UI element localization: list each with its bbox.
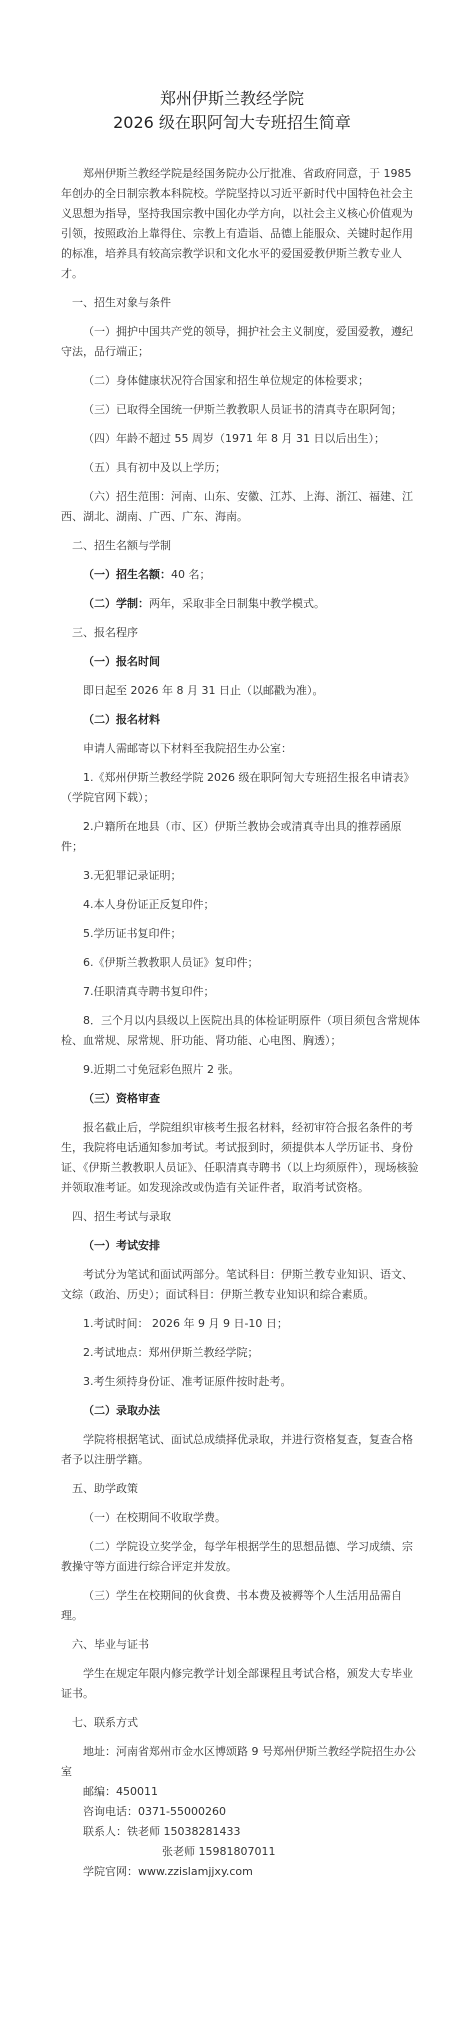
material-item: 4.本人身份证正反复印件； (83, 898, 215, 911)
graduation-text: 学生在规定年限内修完教学计划全部课程且考试合格，颁发大专毕业证书。 (61, 1667, 413, 1700)
contact-phone: 咨询电话：0371-55000260 (83, 1805, 226, 1818)
aid-item: （三）学生在校期间的伙食费、书本费及被褥等个人生活用品需自理。 (61, 1589, 402, 1622)
condition-item: （三）已取得全国统一伊斯兰教教职人员证书的清真寺在职阿訇； (83, 403, 402, 416)
contact-postcode: 邮编：450011 (83, 1785, 158, 1798)
quota-line (61, 565, 421, 585)
subheading-materials (61, 710, 421, 730)
system-label: （二）学制： (83, 597, 149, 610)
condition-item: （六）招生范围：河南、山东、安徽、江苏、上海、浙江、福建、江西、湖北、湖南、广西、广东、海南。 (61, 490, 413, 523)
condition-item: （四）年龄不超过 55 周岁（1971 年 8 月 31 日以后出生）； (83, 432, 385, 445)
document-title-line1: 郑州伊斯兰教经学院 (159, 89, 304, 108)
material-item: 3.无犯罪记录证明； (83, 869, 182, 882)
condition-item: （二）身体健康状况符合国家和招生单位规定的体检要求； (83, 374, 369, 387)
section-heading-5: 五、助学政策 (72, 1482, 138, 1495)
section-heading-4: 四、招生考试与录取 (72, 1210, 171, 1223)
material-item: 7.任职清真寺聘书复印件； (83, 985, 215, 998)
registration-time-text: 即日起至 2026 年 8 月 31 日止（以邮戳为准）。 (83, 684, 324, 697)
admission-text: 学院将根据笔试、面试总成绩择优录取，并进行资格复查，复查合格者予以注册学籍。 (61, 1433, 413, 1466)
subheading-admission (61, 1401, 421, 1421)
exam-item: 3.考生须持身份证、准考证原件按时赴考。 (83, 1375, 292, 1388)
condition-item: （五）具有初中及以上学历； (83, 461, 226, 474)
exam-item: 1.考试时间： 2026 年 9 月 9 日-10 日； (83, 1317, 288, 1330)
material-item: 1.《郑州伊斯兰教经学院 2026 级在职阿訇大专班招生报名申请表》（学院官网下载）； (61, 771, 415, 804)
quota-label: （一）招生名额： (83, 568, 171, 581)
contact-person-2: 张老师 15981807011 (162, 1845, 276, 1858)
material-item: 8．三个月以内县级以上医院出具的体检证明原件（项目须包含常规体检、血常规、尿常规、肝功能、肾功能、心电图、胸透）； (61, 1014, 420, 1047)
section-heading-7: 七、联系方式 (72, 1716, 138, 1729)
section-heading-3: 三、报名程序 (72, 626, 138, 639)
exam-text: 考试分为笔试和面试两部分。笔试科目：伊斯兰教专业知识、语文、文综（政治、历史）；面试科目：伊斯兰教专业知识和综合素质。 (61, 1268, 413, 1301)
exam-label: （一）考试安排 (83, 1239, 160, 1252)
registration-time-label: （一）报名时间 (83, 655, 160, 668)
material-item: 9.近期二寸免冠彩色照片 2 张。 (83, 1063, 240, 1076)
section-heading-2: 二、招生名额与学制 (72, 539, 171, 552)
material-item: 2.户籍所在地县（市、区）伊斯兰教协会或清真寺出具的推荐函原件； (61, 820, 402, 853)
materials-intro: 申请人需邮寄以下材料至我院招生办公室： (83, 742, 292, 755)
subheading-registration-time (61, 652, 421, 672)
admission-label: （二）录取办法 (83, 1404, 160, 1417)
exam-item: 2.考试地点：郑州伊斯兰教经学院； (83, 1346, 259, 1359)
review-text: 报名截止后，学院组织审核考生报名材料，经初审符合报名条件的考生，我院将电话通知参加考试。考试报到时，须提供本人学历证书、身份证、《伊斯兰教教职人员证》、任职清真寺聘书（以上均须原件），现场核验并领取准考证。如发现涂改或伪造有关证件者，取消考试资格。 (61, 1121, 419, 1194)
aid-item: （二）学院设立奖学金，每学年根据学生的思想品德、学习成绩、宗教操守等方面进行综合评定并发放。 (61, 1540, 413, 1573)
contact-website: 学院官网：www.zzislamjjxy.com (83, 1865, 253, 1878)
document-title-line2: 2026 级在职阿訇大专班招生简章 (113, 113, 351, 132)
document-body (61, 164, 421, 1891)
contact-address: 地址：河南省郑州市金水区博颂路 9 号郑州伊斯兰教经学院招生办公室 (61, 1745, 416, 1778)
section-heading-1: 一、招生对象与条件 (72, 296, 171, 309)
system-line (61, 594, 421, 614)
condition-item: （一）拥护中国共产党的领导，拥护社会主义制度，爱国爱教，遵纪守法，品行端正； (61, 325, 413, 358)
contact-person-1: 联系人：铁老师 15038281433 (83, 1825, 241, 1838)
subheading-review (61, 1089, 421, 1109)
intro-paragraph: 郑州伊斯兰教经学院是经国务院办公厅批准、省政府同意，于 1985 年创办的全日制宗教本科院校。学院坚持以习近平新时代中国特色社会主义思想为指导，坚持我国宗教中国化办学方向，以社会主义核心价值观为引领，按照政治上靠得住、宗教上有造诣、品德上能服众、关键时起作用的标准，培养具有较高宗教学识和文化水平的爱国爱教伊斯兰教专业人才。 (61, 167, 413, 280)
material-item: 6.《伊斯兰教教职人员证》复印件； (83, 956, 259, 969)
quota-value: 40 名； (171, 568, 211, 581)
aid-item: （一）在校期间不收取学费。 (83, 1511, 226, 1524)
section-heading-6: 六、毕业与证书 (72, 1638, 149, 1651)
subheading-exam (61, 1236, 421, 1256)
review-label: （三）资格审查 (83, 1092, 160, 1105)
material-item: 5.学历证书复印件； (83, 927, 182, 940)
materials-label: （二）报名材料 (83, 713, 160, 726)
system-value: 两年，采取非全日制集中教学模式。 (149, 597, 325, 610)
